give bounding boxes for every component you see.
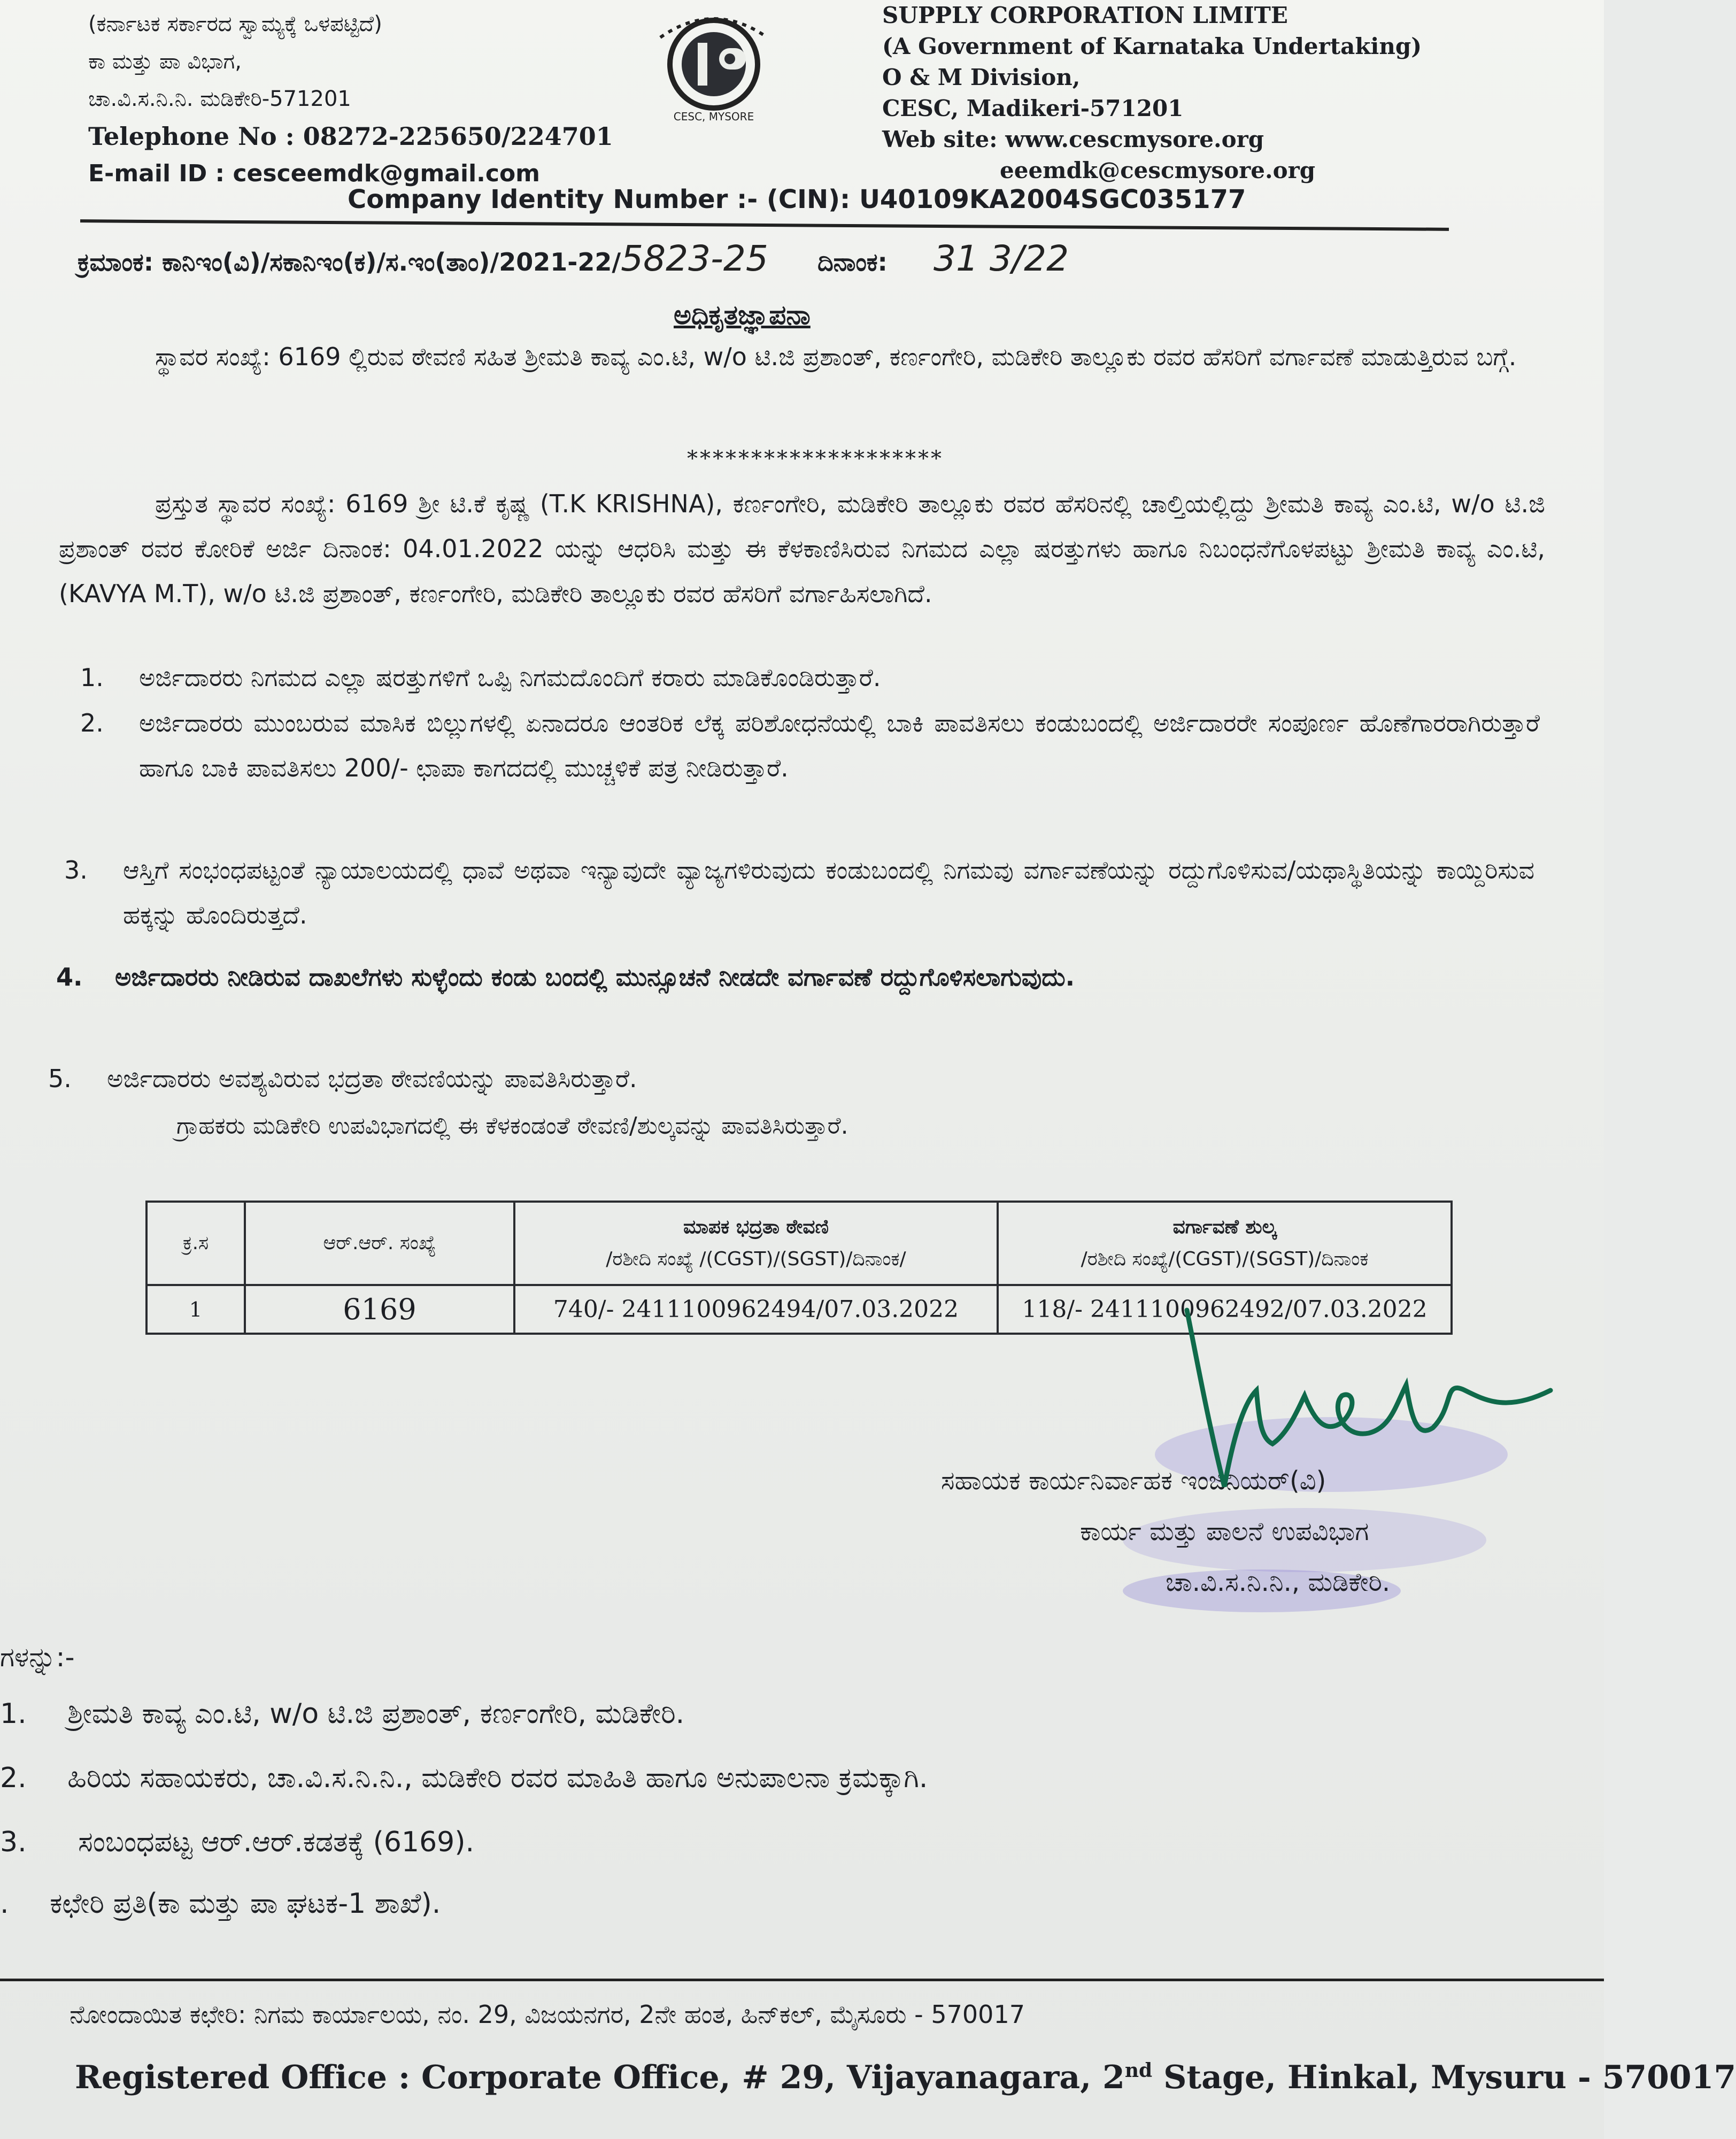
- copy-text: ಶ್ರೀಮತಿ ಕಾವ್ಯ ಎಂ.ಟಿ, w/o ಟಿ.ಜಿ ಪ್ರಶಾಂತ್, ಕರ್ಣಂಗೇರಿ, ಮಡಿಕೇರಿ.: [67, 1698, 685, 1730]
- footer-english: [75, 2059, 1736, 2096]
- header-right-line-3: O & M Division,: [882, 64, 1081, 90]
- header-divider: [80, 219, 1449, 231]
- header-fee-line1: ವರ್ಗಾವಣೆ ಶುಲ್ಕ: [1172, 1216, 1277, 1238]
- footer-english-pre: Registered Office : Corporate Office, # 29, Vijayanagara, 2: [75, 2059, 1125, 2096]
- header-left-line-3: ಚಾ.ವಿ.ಸ.ನಿ.ನಿ. ಮಡಿಕೇರಿ-571201: [88, 87, 351, 111]
- footer-kannada: ನೋಂದಾಯಿತ ಕಛೇರಿ: ನಿಗಮ ಕಾರ್ಯಾಲಯ, ನಂ. 29, ವಿಜಯನಗರ, 2ನೇ ಹಂತ, ಹಿನ್‌ಕಲ್, ಮೈಸೂರು - 570017: [70, 2000, 1025, 2029]
- copy-item: [0, 1810, 474, 1874]
- condition-item: [56, 955, 1575, 1045]
- cesc-logo: [644, 5, 799, 123]
- header-transfer-fee: [998, 1202, 1452, 1285]
- condition-item: [80, 701, 1545, 835]
- header-sl: ಕ್ರ.ಸ: [146, 1202, 245, 1285]
- copies-label: ಗಳನ್ನು:-: [0, 1642, 75, 1673]
- copy-number: 1.: [0, 1698, 27, 1730]
- signatory-designation: ಸಹಾಯಕ ಕಾರ್ಯನಿರ್ವಾಹಕ ಇಂಜಿನಿಯರ್(ವಿ): [941, 1466, 1326, 1496]
- copy-item: [0, 1682, 684, 1746]
- signatory-office: ಕಾರ್ಯ ಮತ್ತು ಪಾಲನೆ ಉಪವಿಭಾಗ: [1080, 1517, 1369, 1546]
- date-handwritten: 31 3/22: [933, 238, 1069, 279]
- condition-text: ಅರ್ಜಿದಾರರು ಮುಂಬರುವ ಮಾಸಿಕ ಬಿಲ್ಲುಗಳಲ್ಲಿ ಏನಾದರೂ ಆಂತರಿಕ ಲೆಕ್ಕ ಪರಿಶೋಧನೆಯಲ್ಲಿ ಬಾಕಿ ಪಾವತಿಸಲು ಕಂಡುಬಂದಲ್ಲಿ ಅರ್ಜಿದಾರರೇ ಸಂಪೂರ್ಣ ಹೊಣೆಗಾರರಾಗಿರುತ್ತಾರೆ ಹಾಗೂ ಬಾಕಿ ಪಾವತಿಸಲು 200/- ಛಾಪಾ ಕಾಗದದಲ್ಲಿ ಮುಚ್ಚಳಿಕೆ ಪತ್ರ ನೀಡಿರುತ್ತಾರೆ.: [139, 709, 1540, 782]
- condition-text: ಅರ್ಜಿದಾರರು ನೀಡಿರುವ ದಾಖಲೆಗಳು ಸುಳ್ಳೆಂದು ಕಂಡು ಬಂದಲ್ಲಿ ಮುನ್ಸೂಚನೆ ನೀಡದೇ ವರ್ಗಾವಣೆ ರದ್ದುಗೊಳಿಸಲಾಗುವುದು.: [115, 963, 1075, 991]
- condition-item: [80, 655, 1545, 700]
- condition-item: [48, 1056, 1545, 1101]
- copy-item: [0, 1746, 928, 1810]
- reference-number-label: ಕ್ರಮಾಂಕ: ಕಾನಿಇಂ(ವಿ)/ಸಕಾನಿಇಂ(ಕ)/ಸ.ಇಂ(ತಾಂ)/2021-22/: [78, 248, 621, 276]
- signature: [1166, 1299, 1572, 1513]
- condition-number: 1.: [80, 663, 104, 692]
- header-website: Web site: www.cescmysore.org: [882, 126, 1264, 152]
- header-right-line-4: CESC, Madikeri-571201: [882, 95, 1184, 121]
- copy-text: ಸಂಬಂಧಪಟ್ಟ ಆರ್.ಆರ್.ಕಡತಕ್ಕೆ (6169).: [78, 1826, 475, 1858]
- header-right-line-2: (A Government of Karnataka Undertaking): [882, 33, 1422, 59]
- condition-text: ಅರ್ಜಿದಾರರು ಅವಶ್ಯವಿರುವ ಭದ್ರತಾ ಠೇವಣಿಯನ್ನು ಪಾವತಿಸಿರುತ್ತಾರೆ.: [107, 1064, 637, 1093]
- payment-note: ಗ್ರಾಹಕರು ಮಡಿಕೇರಿ ಉಪವಿಭಾಗದಲ್ಲಿ ಈ ಕೆಳಕಂಡಂತೆ ಠೇವಣಿ/ಶುಲ್ಕವನ್ನು ಪಾವತಿಸಿರುತ್ತಾರೆ.: [176, 1112, 848, 1140]
- footer-english-sup: nd: [1124, 2059, 1153, 2082]
- header-deposit-line2: /ರಶೀದಿ ಸಂಖ್ಯೆ /(CGST)/(SGST)/ದಿನಾಂಕ/: [606, 1248, 906, 1270]
- signatory-org: ಚಾ.ವಿ.ಸ.ನಿ.ನಿ., ಮಡಿಕೇರಿ.: [1166, 1567, 1391, 1597]
- copy-text: ಹಿರಿಯ ಸಹಾಯಕರು, ಚಾ.ವಿ.ಸ.ನಿ.ನಿ., ಮಡಿಕೇರಿ ರವರ ಮಾಹಿತಿ ಹಾಗೂ ಅನುಪಾಲನಾ ಕ್ರಮಕ್ಕಾಗಿ.: [67, 1762, 928, 1794]
- copy-text: ಕಛೇರಿ ಪ್ರತಿ(ಕಾ ಮತ್ತು ಪಾ ಘಟಕ-1 ಶಾಖೆ).: [50, 1888, 441, 1920]
- header-right-line-1: SUPPLY CORPORATION LIMITE: [882, 2, 1288, 28]
- date-label: ದಿನಾಂಕ:: [817, 248, 888, 276]
- table-header-row: [146, 1202, 1452, 1285]
- copy-number: .: [0, 1888, 9, 1920]
- cell-sl: 1: [146, 1285, 245, 1334]
- header-left-line-1: (ಕರ್ನಾಟಕ ಸರ್ಕಾರದ ಸ್ವಾಮ್ಯಕ್ಕೆ ಒಳಪಟ್ಟಿದೆ): [88, 12, 382, 36]
- document-title: ಅಧಿಕೃತಜ್ಞಾಪನಾ: [674, 299, 811, 330]
- footer-divider: [0, 1979, 1604, 1981]
- company-identity-number: Company Identity Number :- (CIN): U40109KA2004SGC035177: [348, 184, 1246, 214]
- reference-number-handwritten: 5823-25: [621, 238, 768, 279]
- header-left-line-2: ಕಾ ಮತ್ತು ಪಾ ವಿಭಾಗ,: [88, 49, 242, 74]
- condition-item: [64, 848, 1561, 938]
- logo-text: CESC, MYSORE: [673, 110, 754, 123]
- condition-text: ಅರ್ಜಿದಾರರು ನಿಗಮದ ಎಲ್ಲಾ ಷರತ್ತುಗಳಿಗೆ ಒಪ್ಪಿ ನಿಗಮದೊಂದಿಗೆ ಕರಾರು ಮಾಡಿಕೊಂಡಿರುತ್ತಾರೆ.: [139, 663, 881, 692]
- reference-line: [78, 238, 1069, 279]
- cell-deposit: 740/- 2411100962494/07.03.2022: [514, 1285, 998, 1334]
- header-right-email: eeemdk@cescmysore.org: [1000, 157, 1316, 183]
- condition-number: 3.: [64, 856, 88, 884]
- footer-english-post: Stage, Hinkal, Mysuru - 570017: [1152, 2059, 1736, 2096]
- header-right: [882, 0, 1422, 186]
- header-deposit: [514, 1202, 998, 1285]
- cell-transfer-fee: 118/- 2411100962492/07.03.2022: [998, 1285, 1452, 1334]
- separator-stars: ********************: [687, 447, 944, 471]
- copy-number: 3.: [0, 1826, 27, 1858]
- subject-paragraph: ಸ್ಥಾವರ ಸಂಖ್ಯೆ: 6169 ಲ್ಲಿರುವ ಠೇವಣಿ ಸಹಿತ ಶ್ರೀಮತಿ ಕಾವ್ಯ ಎಂ.ಟಿ, w/o ಟಿ.ಜಿ ಪ್ರಶಾಂತ್, ಕರ್ಣಂಗೇರಿ, ಮಡಿಕೇರಿ ತಾಲ್ಲೂಕು ರವರ ಹೆಸರಿಗೆ ವರ್ಗಾವಣೆ ಮಾಡುತ್ತಿರುವ ಬಗ್ಗೆ.: [155, 342, 1517, 371]
- header-email: E-mail ID : cesceemdk@gmail.com: [88, 160, 541, 187]
- condition-number: 2.: [80, 709, 104, 737]
- header-left: [88, 5, 613, 193]
- header-fee-line2: /ರಶೀದಿ ಸಂಖ್ಯೆ/(CGST)/(SGST)/ದಿನಾಂಕ: [1081, 1248, 1369, 1270]
- body-paragraph: ಪ್ರಸ್ತುತ ಸ್ಥಾವರ ಸಂಖ್ಯೆ: 6169 ಶ್ರೀ ಟಿ.ಕೆ ಕೃಷ್ಣ (T.K KRISHNA), ಕರ್ಣಂಗೇರಿ, ಮಡಿಕೇರಿ ತಾಲ್ಲೂಕು ರವರ ಹೆಸರಿನಲ್ಲಿ ಚಾಲ್ತಿಯಲ್ಲಿದ್ದು ಶ್ರೀಮತಿ ಕಾವ್ಯ ಎಂ.ಟಿ, w/o ಟಿ.ಜಿ ಪ್ರಶಾಂತ್ ರವರ ಕೋರಿಕೆ ಅರ್ಜಿ ದಿನಾಂಕ: 04.01.2022 ಯನ್ನು ಆಧರಿಸಿ ಮತ್ತು ಈ ಕೆಳಕಾಣಿಸಿರುವ ನಿಗಮದ ಎಲ್ಲಾ ಷರತ್ತುಗಳು ಹಾಗೂ ನಿಬಂಧನೆಗೊಳಪಟ್ಟು ಶ್ರೀಮತಿ ಕಾವ್ಯ ಎಂ.ಟಿ, (KAVYA M.T), w/o ಟಿ.ಜಿ ಪ್ರಶಾಂತ್, ಕರ್ಣಂಗೇರಿ, ಮಡಿಕೇರಿ ತಾಲ್ಲೂಕು ರವರ ಹೆಸರಿಗೆ ವರ್ಗಾಹಿಸಲಾಗಿದೆ.: [59, 489, 1545, 608]
- copy-item: [0, 1872, 441, 1936]
- condition-text: ಆಸ್ತಿಗೆ ಸಂಭಂಧಪಟ್ಟಂತೆ ನ್ಯಾಯಾಲಯದಲ್ಲಿ ಧಾವೆ ಅಥವಾ ಇನ್ಯಾವುದೇ ವ್ಯಾಜ್ಯಗಳಿರುವುದು ಕಂಡುಬಂದಲ್ಲಿ ನಿಗಮವು ವರ್ಗಾವಣೆಯನ್ನು ರದ್ದುಗೊಳಿಸುವ/ಯಥಾಸ್ಥಿತಿಯನ್ನು ಕಾಯ್ದಿರಿಸುವ ಹಕ್ಕನ್ನು ಹೊಂದಿರುತ್ತದೆ.: [123, 856, 1534, 929]
- header-deposit-line1: ಮಾಪಕ ಭದ್ರತಾ ಠೇವಣಿ: [683, 1216, 829, 1238]
- header-telephone: Telephone No : 08272-225650/224701: [88, 122, 613, 151]
- copy-number: 2.: [0, 1762, 27, 1794]
- condition-number: 4.: [56, 963, 83, 991]
- header-rr-number: ಆರ್.ಆರ್. ಸಂಖ್ಯೆ: [245, 1202, 514, 1285]
- cell-rr-number: 6169: [245, 1285, 514, 1334]
- condition-number: 5.: [48, 1064, 72, 1093]
